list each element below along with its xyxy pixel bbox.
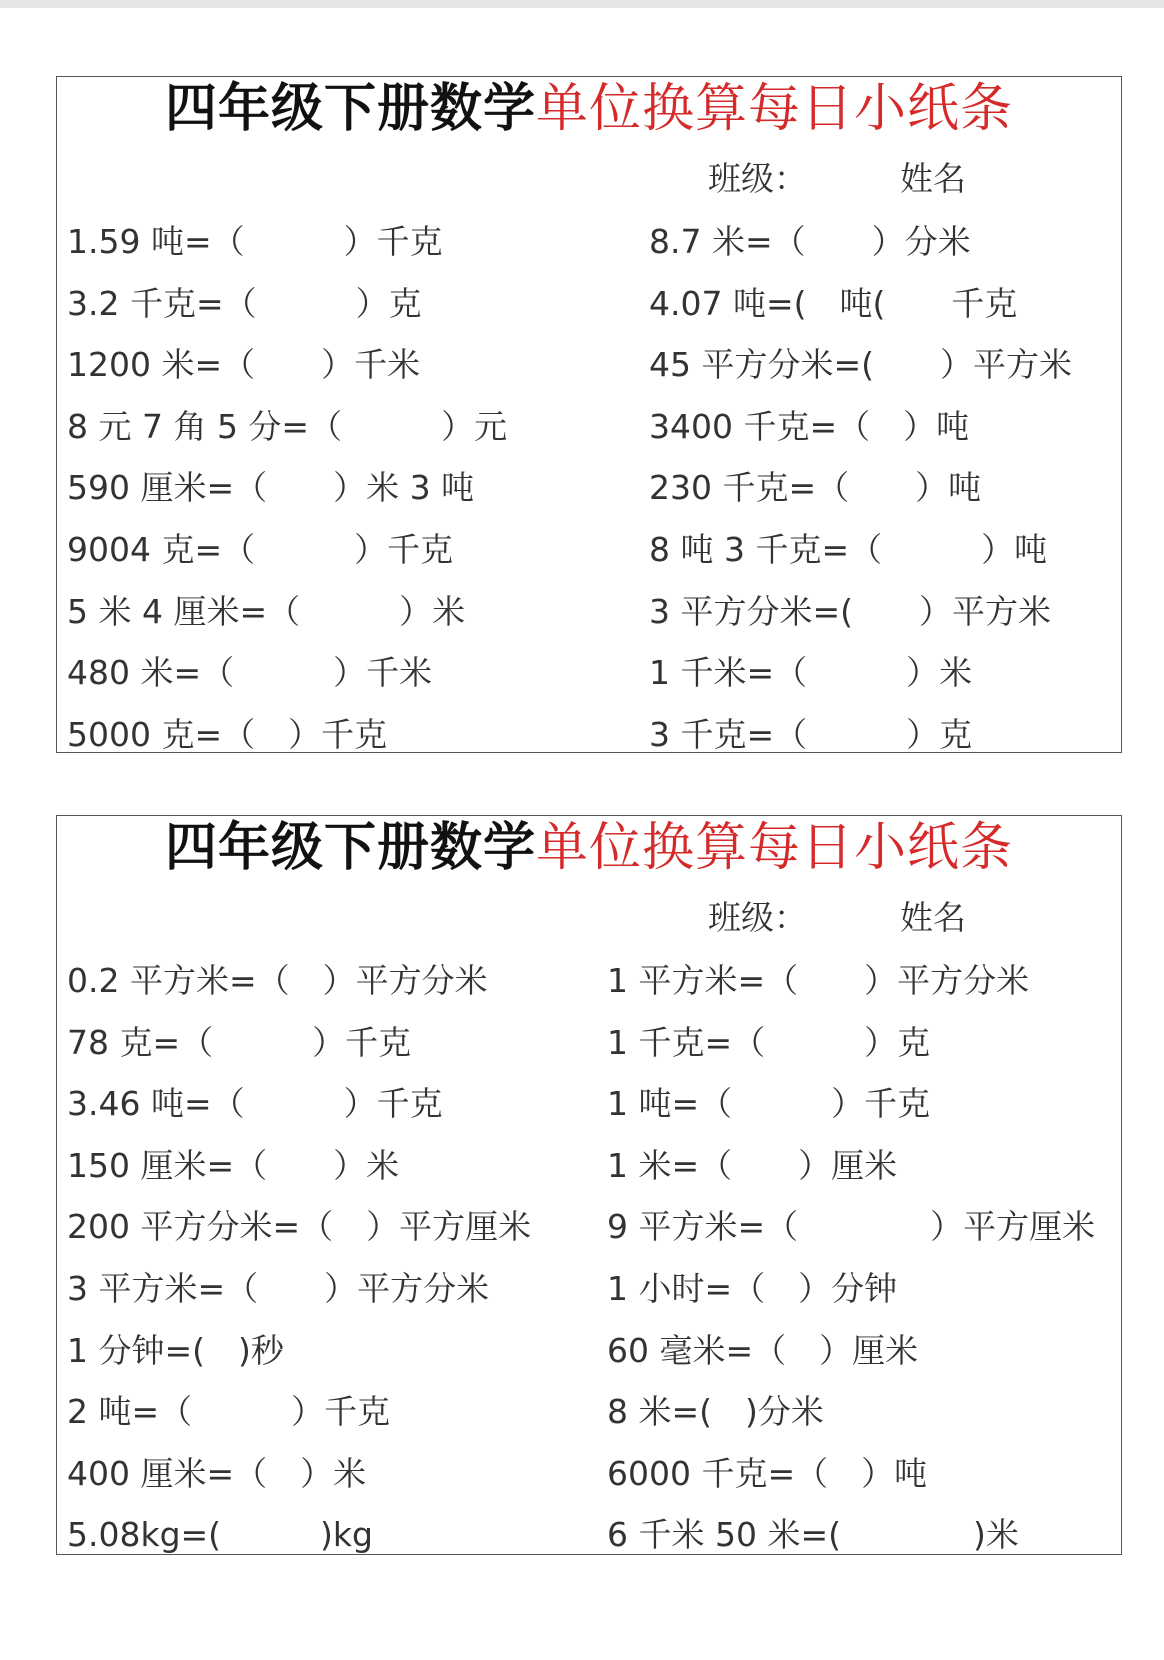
exercise-item: 60 毫米=（ ）厘米 — [607, 1330, 919, 1370]
exercise-item: 5.08kg=( )kg — [67, 1515, 373, 1555]
exercise-item: 1 千米=（ ）米 — [649, 653, 973, 693]
exercise-item: 6000 千克=（ ）吨 — [607, 1453, 928, 1493]
exercise-item: 3 平方米=（ ）平方分米 — [67, 1268, 490, 1308]
title-grade-part: 四年级下册数学 — [164, 79, 536, 139]
worksheet-slip-2 — [56, 815, 1122, 1555]
slip-title — [57, 81, 1121, 138]
exercise-item: 3 千克=（ ）克 — [649, 714, 973, 754]
title-grade-part: 四年级下册数学 — [164, 818, 536, 878]
exercise-item: 3.2 千克=（ ）克 — [67, 283, 422, 323]
exercise-item: 78 克=（ ）千克 — [67, 1022, 412, 1062]
exercise-item: 590 厘米=（ ）米 3 吨 — [67, 468, 475, 508]
exercise-item: 400 厘米=（ ）米 — [67, 1453, 367, 1493]
left-column — [67, 211, 507, 765]
slip-title — [57, 820, 1121, 877]
exercise-item: 8 吨 3 千克=（ ）吨 — [649, 529, 1048, 569]
top-bar — [0, 0, 1164, 8]
exercise-item: 3 平方分米=( ）平方米 — [649, 591, 1052, 631]
exercise-item: 150 厘米=（ ）米 — [67, 1145, 400, 1185]
exercise-item: 3400 千克=（ ）吨 — [649, 406, 970, 446]
exercise-item: 1 小时=（ ）分钟 — [607, 1268, 898, 1308]
left-column — [67, 950, 531, 1566]
title-topic-part: 单位换算每日小纸条 — [536, 79, 1014, 139]
exercise-item: 8 元 7 角 5 分=（ ）元 — [67, 406, 508, 446]
exercise-item: 5000 克=（ ）千克 — [67, 714, 388, 754]
exercise-item: 0.2 平方米=（ ）平方分米 — [67, 961, 488, 1000]
exercise-item: 3.46 吨=（ ）千克 — [67, 1084, 443, 1124]
name-label: 姓名 — [900, 159, 966, 198]
exercise-item: 6 千米 50 米=( )米 — [607, 1515, 1019, 1555]
exercise-item: 1 分钟=( )秒 — [67, 1330, 284, 1370]
exercise-item: 45 平方分米=( ）平方米 — [649, 345, 1073, 385]
exercise-item: 230 千克=（ ）吨 — [649, 468, 982, 508]
exercise-item: 1 米=（ ）厘米 — [607, 1145, 898, 1185]
exercise-item: 480 米=（ ）千米 — [67, 653, 433, 693]
exercise-item: 1 平方米=（ ）平方分米 — [607, 961, 1030, 1000]
exercise-item: 8 米=( )分米 — [607, 1392, 824, 1432]
right-column — [607, 950, 1095, 1566]
exercise-item: 2 吨=（ ）千克 — [67, 1392, 391, 1432]
exercise-item: 9004 克=（ ）千克 — [67, 529, 454, 569]
class-label: 班级： — [708, 898, 807, 937]
exercise-item: 1200 米=（ ）千米 — [67, 345, 421, 385]
title-topic-part: 单位换算每日小纸条 — [536, 818, 1014, 878]
exercise-item: 1 吨=（ ）千克 — [607, 1084, 931, 1124]
exercise-item: 1 千克=（ ）克 — [607, 1022, 931, 1062]
exercise-item: 8.7 米=（ ）分米 — [649, 222, 971, 261]
worksheet-slip-1 — [56, 76, 1122, 753]
exercise-item: 4.07 吨=( 吨( 千克 — [649, 283, 1018, 323]
name-label: 姓名 — [900, 898, 966, 937]
right-column — [649, 211, 1072, 765]
exercise-item: 9 平方米=（ ）平方厘米 — [607, 1207, 1096, 1247]
exercise-item: 1.59 吨=（ ）千克 — [67, 222, 443, 261]
exercise-item: 5 米 4 厘米=（ ）米 — [67, 591, 466, 631]
exercise-item: 200 平方分米=（ ）平方厘米 — [67, 1207, 532, 1247]
class-label: 班级： — [708, 159, 807, 198]
